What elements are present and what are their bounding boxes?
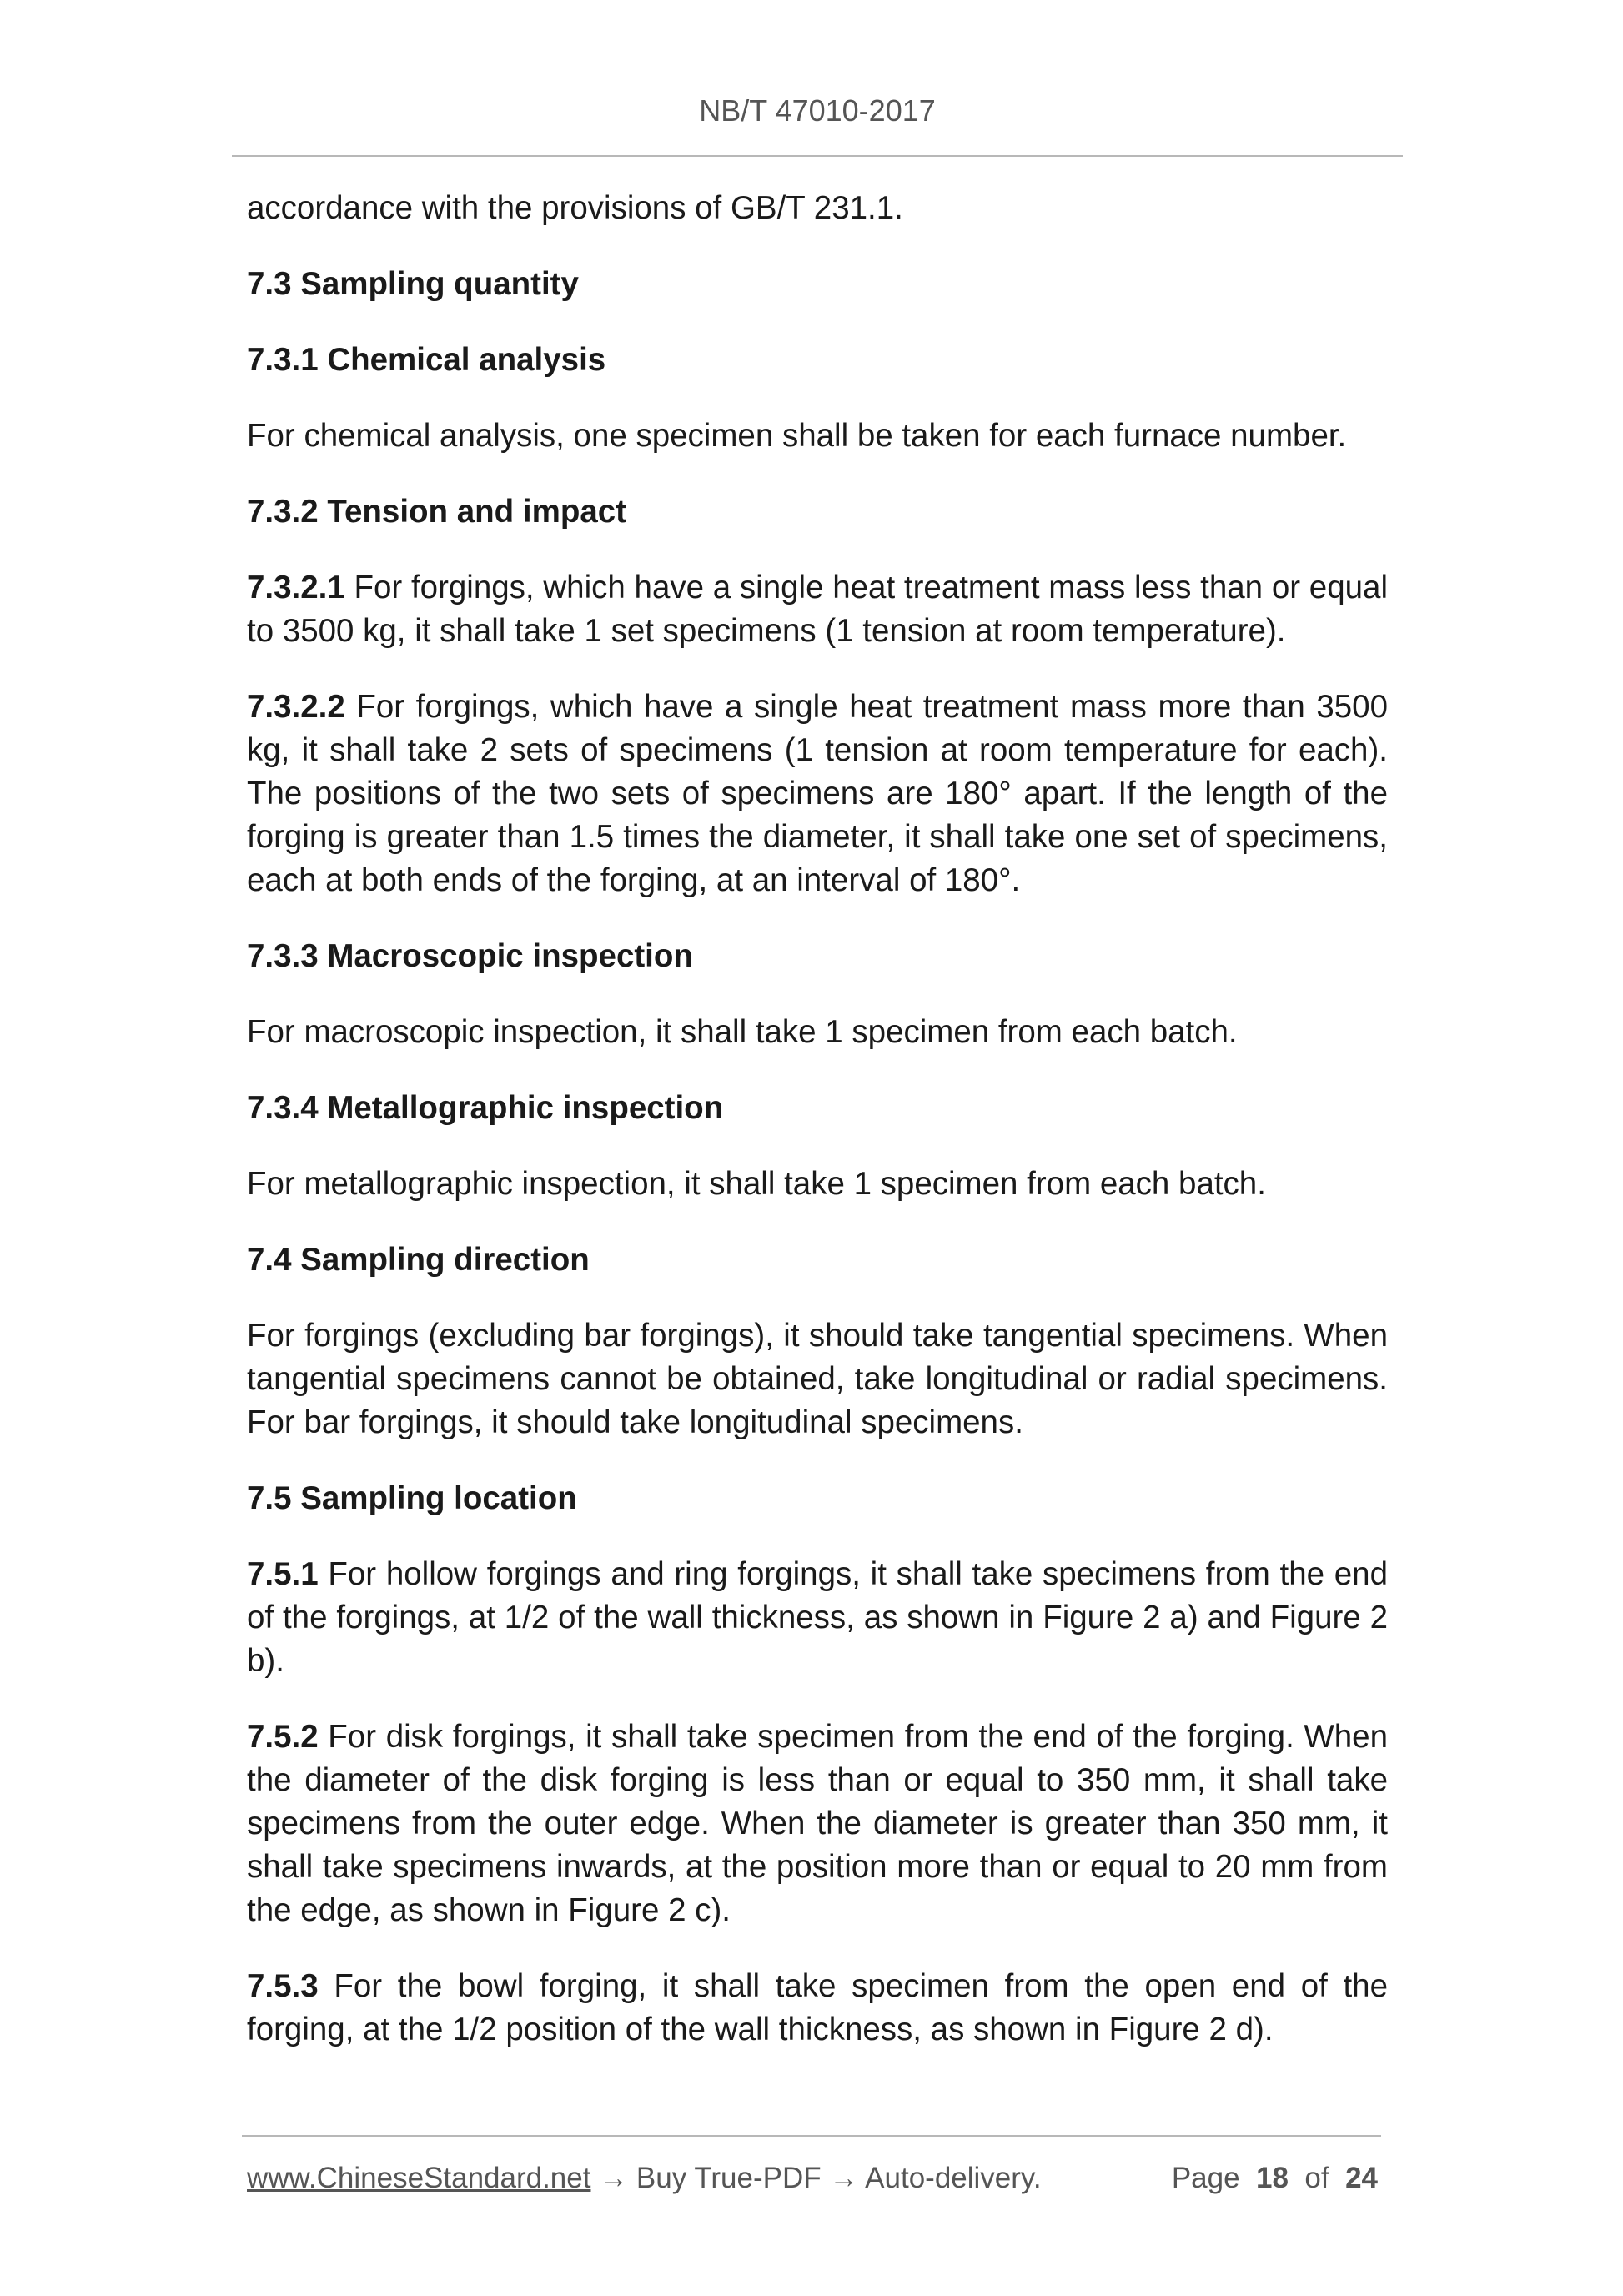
paragraph-7-5-1: [247, 1553, 1388, 1683]
clause-number: 7.3.2.2: [247, 689, 345, 725]
clause-text: For the bowl forging, it shall take specimen from the open end of the forging, at the 1/2 position of the wall thickness, as shown in Figure 2 d).: [247, 1968, 1388, 2047]
paragraph-7-4: For forgings (excluding bar forgings), it should take tangential specimens. When tangential specimens cannot be obtained, take longitudinal or radial specimens. For bar forgings, it should take longitudinal specimens.: [247, 1318, 1388, 1440]
clause-text: For forgings, which have a single heat treatment mass more than 3500 kg, it shall take 2 sets of specimens (1 tension at room temperature for each). The positions of the two sets of specimens are 180° apart. If the length of the forging is greater than 1.5 times the diameter, it shall take one set of specimens, each at both ends of the forging, at an interval of 180°.: [247, 689, 1388, 898]
clause-number: 7.3.2.1: [247, 570, 345, 605]
heading-7-5: 7.5 Sampling location: [247, 1480, 577, 1516]
heading-7-3-1: 7.3.1 Chemical analysis: [247, 342, 606, 378]
heading-7-4: 7.4 Sampling direction: [247, 1242, 590, 1278]
of-label: of: [1304, 2162, 1329, 2194]
document-number-header: NB/T 47010-2017: [699, 93, 936, 128]
paragraph-7-3-4: For metallographic inspection, it shall take 1 specimen from each batch.: [247, 1166, 1266, 1202]
paragraph-7-3-2-2: [247, 686, 1388, 902]
heading-7-3-2: 7.3.2 Tension and impact: [247, 494, 626, 530]
paragraph-7-5-3: [247, 1965, 1388, 2052]
clause-text: For forgings, which have a single heat treatment mass less than or equal to 3500 kg, it shall take 1 set specimens (1 tension at room temperature).: [247, 570, 1388, 649]
clause-number: 7.5.3: [247, 1968, 319, 2004]
paragraph-7-5-2: [247, 1716, 1388, 1932]
heading-7-3-3: 7.3.3 Macroscopic inspection: [247, 938, 693, 974]
site-link[interactable]: www.ChineseStandard.net: [247, 2162, 591, 2194]
clause-number: 7.5.2: [247, 1719, 319, 1755]
clause-number: 7.5.1: [247, 1556, 319, 1592]
page-total: 24: [1345, 2162, 1378, 2194]
header-divider: [232, 155, 1403, 157]
document-body: [247, 187, 1388, 2084]
heading-7-3: 7.3 Sampling quantity: [247, 266, 579, 302]
footer-divider: [242, 2135, 1381, 2137]
paragraph-7-3-3: For macroscopic inspection, it shall take 1 specimen from each batch.: [247, 1014, 1238, 1050]
heading-7-3-4: 7.3.4 Metallographic inspection: [247, 1090, 724, 1126]
page-indicator: [1172, 2158, 1378, 2198]
page-footer: [247, 2158, 1378, 2198]
footer-tagline: → Buy True-PDF → Auto-delivery.: [590, 2162, 1042, 2194]
clause-text: For hollow forgings and ring forgings, it shall take specimens from the end of the forgings, at 1/2 of the wall thickness, as shown in Figure 2 a) and Figure 2 b).: [247, 1556, 1388, 1679]
page-label: Page: [1171, 2162, 1240, 2194]
paragraph-7-3-1: For chemical analysis, one specimen shall be taken for each furnace number.: [247, 418, 1347, 454]
page-current: 18: [1256, 2162, 1289, 2194]
clause-text: For disk forgings, it shall take specimen from the end of the forging. When the diameter of the disk forging is less than or equal to 350 mm, it shall take specimens from the outer edge. When the diameter is greater than 350 mm, it shall take specimens inwards, at the position more than or equal to 20 mm from the edge, as shown in Figure 2 c).: [247, 1719, 1388, 1928]
paragraph-7-3-2-1: [247, 566, 1388, 653]
paragraph-continuation: accordance with the provisions of GB/T 231.1.: [247, 190, 903, 226]
